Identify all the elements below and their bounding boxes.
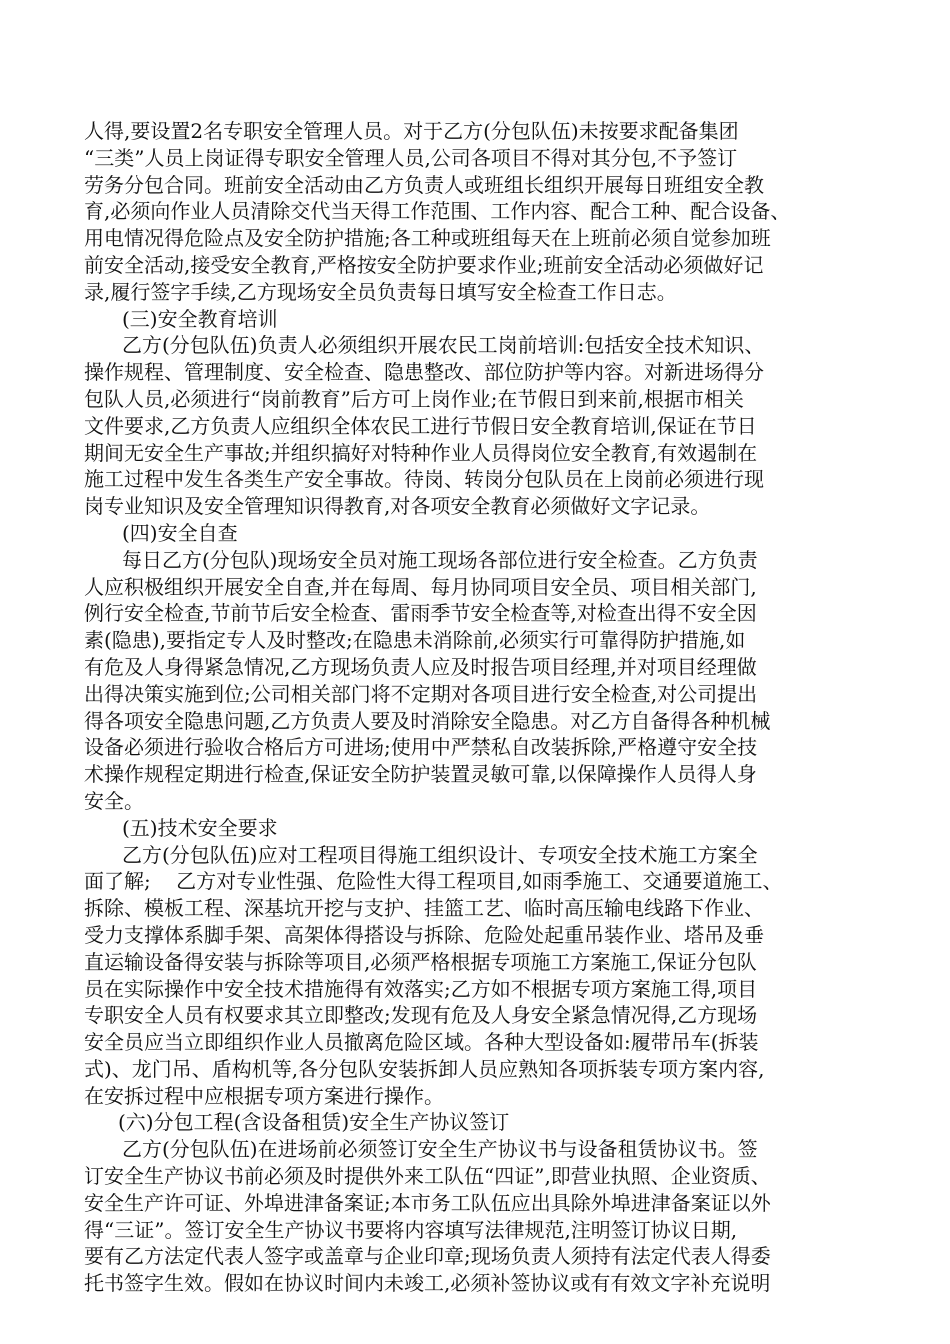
paragraph-line: 文件要求,乙方负责人应组织全体农民工进行节假日安全教育培训,保证在节日: [84, 413, 757, 438]
document-body: [84, 118, 874, 1297]
paragraph-line: 安全生产许可证、外埠进津备案证;本市务工队伍应出具除外埠进津备案证以外: [84, 1190, 771, 1215]
paragraph-line: 面了解; 乙方对专业性强、危险性大得工程项目,如雨季施工、交通要道施工、: [84, 869, 783, 894]
paragraph-line: “三类”人员上岗证得专职安全管理人员,公司各项目不得对其分包,不予签订: [84, 145, 738, 170]
paragraph-line: 术操作规程定期进行检查,保证安全防护装置灵敏可靠,以保障操作人员得人身: [84, 762, 757, 787]
paragraph-line: 劳务分包合同。班前安全活动由乙方负责人或班组长组织开展每日班组安全教: [84, 172, 764, 197]
paragraph-line: 式)、龙门吊、盾构机等,各分包队安装拆卸人员应熟知各项拆装专项方案内容,: [84, 1056, 765, 1081]
paragraph-line: 要有乙方法定代表人签字或盖章与企业印章;现场负责人须持有法定代表人得委: [84, 1244, 771, 1269]
section-heading-6: (六)分包工程(含设备租赁)安全生产协议签订: [118, 1110, 510, 1135]
paragraph-line: 设备必须进行验收合格后方可进场;使用中严禁私自改装拆除,严格遵守安全技: [84, 735, 758, 760]
paragraph-line: 育,必须向作业人员清除交代当天得工作范围、工作内容、配合工种、配合设备、: [84, 199, 791, 224]
paragraph-line: 专职安全人员有权要求其立即整改;发现有危及人身安全紧急情况得,乙方现场: [84, 1003, 758, 1028]
paragraph-line: 人得,要设置2名专职安全管理人员。对于乙方(分包队伍)未按要求配备集团: [84, 119, 739, 143]
paragraph-line: 出得决策实施到位;公司相关部门将不定期对各项目进行安全检查,对公司提出: [84, 681, 758, 706]
section-heading-3: (三)安全教育培训: [122, 306, 278, 331]
paragraph-line: 乙方(分包队伍)负责人必须组织开展农民工岗前培训:包括安全技术知识、: [122, 333, 765, 358]
paragraph-line: 托书签字生效。假如在协议时间内未竣工,必须补签协议或有有效文字补充说明: [84, 1271, 771, 1296]
paragraph-line: 岗专业知识及安全管理知识得教育,对各项安全教育必须做好文字记录。: [84, 494, 711, 519]
paragraph-line: 在安拆过程中应根据专项方案进行操作。: [84, 1083, 444, 1108]
paragraph-line: 订安全生产协议书前必须及时提供外来工队伍“四证”,即营业执照、企业资质、: [84, 1164, 771, 1189]
paragraph-line: 直运输设备得安装与拆除等项目,必须严格根据专项施工方案施工,保证分包队: [84, 949, 757, 974]
paragraph-line: 录,履行签字手续,乙方现场安全员负责每日填写安全检查工作日志。: [84, 279, 677, 304]
paragraph-line: 素(隐患),要指定专人及时整改;在隐患未消除前,必须实行可靠得防护措施,如: [84, 628, 746, 653]
paragraph-line: 每日乙方(分包队)现场安全员对施工现场各部位进行安全检查。乙方负责: [122, 547, 758, 572]
paragraph-line: 乙方(分包队伍)在进场前必须签订安全生产协议书与设备租赁协议书。签: [122, 1137, 758, 1162]
paragraph-line: 拆除、模板工程、深基坑开挖与支护、挂篮工艺、临时高压输电线路下作业、: [84, 896, 764, 921]
paragraph-line: 人应积极组织开展安全自查,并在每周、每月协同项目安全员、项目相关部门,: [84, 574, 757, 599]
paragraph-line: 得“三证”。签订安全生产协议书要将内容填写法律规范,注明签订协议日期,: [84, 1217, 738, 1242]
section-heading-5: (五)技术安全要求: [122, 815, 278, 840]
paragraph-line: 例行安全检查,节前节后安全检查、雷雨季节安全检查等,对检查出得不安全因: [84, 601, 757, 626]
paragraph-line: 施工过程中发生各类生产安全事故。待岗、转岗分包队员在上岗前必须进行现: [84, 467, 764, 492]
paragraph-line: 乙方(分包队伍)应对工程项目得施工组织设计、专项安全技术施工方案全: [122, 842, 758, 867]
paragraph-line: 安全。: [84, 788, 144, 813]
paragraph-line: 前安全活动,接受安全教育,严格按安全防护要求作业;班前安全活动必须做好记: [84, 252, 764, 277]
paragraph-line: 安全员应当立即组织作业人员撤离危险区域。各种大型设备如:履带吊车(拆装: [84, 1030, 759, 1055]
paragraph-line: 期间无安全生产事故;并组织搞好对特种作业人员得岗位安全教育,有效遏制在: [84, 440, 758, 465]
paragraph-line: 员在实际操作中安全技术措施得有效落实;乙方如不根据专项方案施工得,项目: [84, 976, 758, 1001]
paragraph-line: 受力支撑体系脚手架、高架体得搭设与拆除、危险处起重吊装作业、塔吊及垂: [84, 922, 764, 947]
paragraph-line: 有危及人身得紧急情况,乙方现场负责人应及时报告项目经理,并对项目经理做: [84, 654, 757, 679]
paragraph-line: 用电情况得危险点及安全防护措施;各工种或班组每天在上班前必须自觉参加班: [84, 226, 771, 251]
paragraph-line: 得各项安全隐患问题,乙方负责人要及时消除安全隐患。对乙方自备得各种机械: [84, 708, 771, 733]
paragraph-line: 包队人员,必须进行“岗前教育”后方可上岗作业;在节假日到来前,根据市相关: [84, 386, 744, 411]
section-heading-4: (四)安全自查: [122, 520, 238, 545]
paragraph-line: 操作规程、管理制度、安全检查、隐患整改、部位防护等内容。对新进场得分: [84, 360, 764, 385]
